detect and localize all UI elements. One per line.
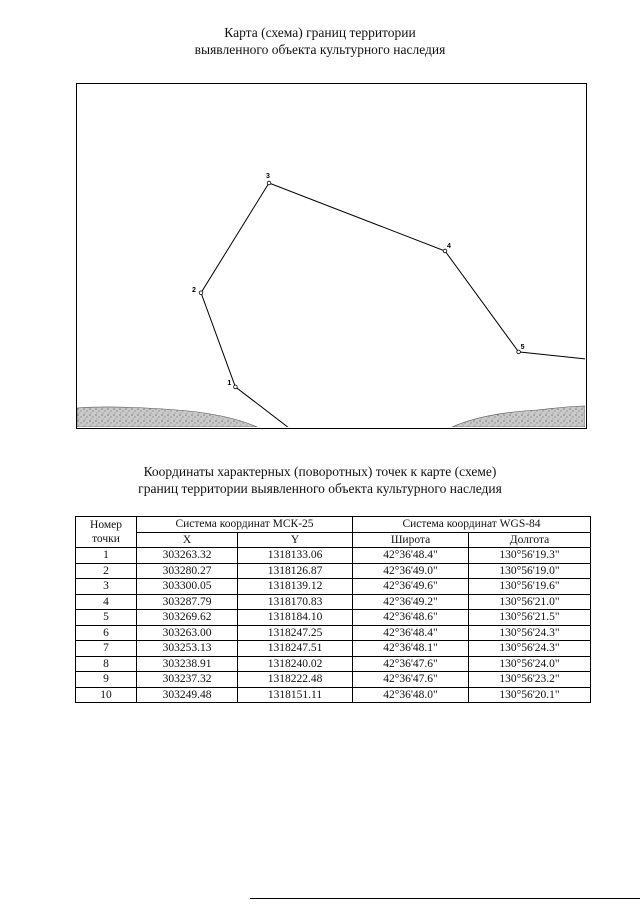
table-row: [76, 579, 591, 595]
point-number-header: [76, 517, 137, 548]
table-row: [76, 548, 591, 564]
y-header: Y: [238, 532, 353, 548]
longitude-cell: 130°56'24.0": [469, 656, 591, 672]
point-number-cell: 6: [76, 625, 137, 641]
latitude-cell: 42°36'49.2": [353, 594, 469, 610]
latitude-cell: 42°36'47.6": [353, 672, 469, 688]
boundary-point-label: 2: [192, 286, 196, 294]
point-number-header-line-2: точки: [92, 533, 120, 545]
longitude-cell: 130°56'19.3": [469, 548, 591, 564]
latitude-cell: 42°36'48.4": [353, 548, 469, 564]
x-cell: 303238.91: [137, 656, 238, 672]
footer-divider: [250, 898, 640, 899]
y-cell: 1318126.87: [238, 563, 353, 579]
point-number-header-line-1: Номер: [90, 519, 122, 531]
table-title-line-2: границ территории выявленного объекта культурного наследия: [138, 481, 502, 496]
x-header: X: [137, 532, 238, 548]
longitude-cell: 130°56'19.6": [469, 579, 591, 595]
longitude-cell: 130°56'19.0": [469, 563, 591, 579]
point-number-cell: 10: [76, 687, 137, 703]
x-cell: 303269.62: [137, 610, 238, 626]
table-header-row: [76, 517, 591, 533]
longitude-cell: 130°56'21.5": [469, 610, 591, 626]
x-cell: 303237.32: [137, 672, 238, 688]
point-number-cell: 8: [76, 656, 137, 672]
y-cell: 1318247.51: [238, 641, 353, 657]
table-row: [76, 641, 591, 657]
latitude-cell: 42°36'47.6": [353, 656, 469, 672]
boundary-point-marker: [199, 291, 203, 295]
y-cell: 1318133.06: [238, 548, 353, 564]
point-number-cell: 5: [76, 610, 137, 626]
table-row: [76, 672, 591, 688]
boundary-points: [192, 173, 585, 427]
longitude-cell: 130°56'23.2": [469, 672, 591, 688]
table-row: [76, 656, 591, 672]
boundary-point-marker: [267, 181, 271, 185]
x-cell: 303263.32: [137, 548, 238, 564]
longitude-header: Долгота: [469, 532, 591, 548]
table-title-line-1: Координаты характерных (поворотных) точек к карте (схеме): [143, 464, 497, 479]
table-row: [76, 594, 591, 610]
y-cell: 1318222.48: [238, 672, 353, 688]
map-title: [0, 24, 640, 58]
latitude-cell: 42°36'48.6": [353, 610, 469, 626]
latitude-cell: 42°36'48.0": [353, 687, 469, 703]
point-number-cell: 9: [76, 672, 137, 688]
map-title-line-1: Карта (схема) границ территории: [224, 25, 416, 40]
map-title-line-2: выявленного объекта культурного наследия: [194, 42, 446, 57]
y-cell: 1318170.83: [238, 594, 353, 610]
table-row: [76, 610, 591, 626]
latitude-header: Широта: [353, 532, 469, 548]
longitude-cell: 130°56'24.3": [469, 641, 591, 657]
longitude-cell: 130°56'21.0": [469, 594, 591, 610]
latitude-cell: 42°36'49.6": [353, 579, 469, 595]
latitude-cell: 42°36'48.4": [353, 625, 469, 641]
latitude-cell: 42°36'48.1": [353, 641, 469, 657]
point-number-cell: 4: [76, 594, 137, 610]
y-cell: 1318151.11: [238, 687, 353, 703]
coordinates-table: [75, 516, 591, 703]
x-cell: 303280.27: [137, 563, 238, 579]
boundary-point-label: 3: [266, 173, 270, 180]
point-number-cell: 7: [76, 641, 137, 657]
boundary-point-label: 1: [227, 379, 232, 387]
boundary-map: [76, 83, 587, 429]
latitude-cell: 42°36'49.0": [353, 563, 469, 579]
table-row: [76, 625, 591, 641]
wgs-header: Система координат WGS-84: [353, 517, 591, 533]
terrain-right: [452, 406, 585, 427]
x-cell: 303253.13: [137, 641, 238, 657]
boundary-map-canvas: [77, 84, 585, 427]
y-cell: 1318139.12: [238, 579, 353, 595]
terrain-left: [77, 407, 257, 427]
y-cell: 1318240.02: [238, 656, 353, 672]
point-number-cell: 3: [76, 579, 137, 595]
x-cell: 303300.05: [137, 579, 238, 595]
table-row: [76, 687, 591, 703]
table-row: [76, 563, 591, 579]
point-number-cell: 2: [76, 563, 137, 579]
x-cell: 303287.79: [137, 594, 238, 610]
table-subheader-row: [76, 532, 591, 548]
x-cell: 303263.00: [137, 625, 238, 641]
longitude-cell: 130°56'24.3": [469, 625, 591, 641]
boundary-point-label: 4: [447, 243, 451, 250]
table-title: [0, 463, 640, 497]
y-cell: 1318184.10: [238, 610, 353, 626]
y-cell: 1318247.25: [238, 625, 353, 641]
territory-boundary: [201, 183, 585, 427]
x-cell: 303249.48: [137, 687, 238, 703]
msk-header: Система координат МСК-25: [137, 517, 353, 533]
boundary-point-marker: [234, 385, 238, 389]
point-number-cell: 1: [76, 548, 137, 564]
boundary-point-label: 5: [520, 343, 525, 351]
longitude-cell: 130°56'20.1": [469, 687, 591, 703]
